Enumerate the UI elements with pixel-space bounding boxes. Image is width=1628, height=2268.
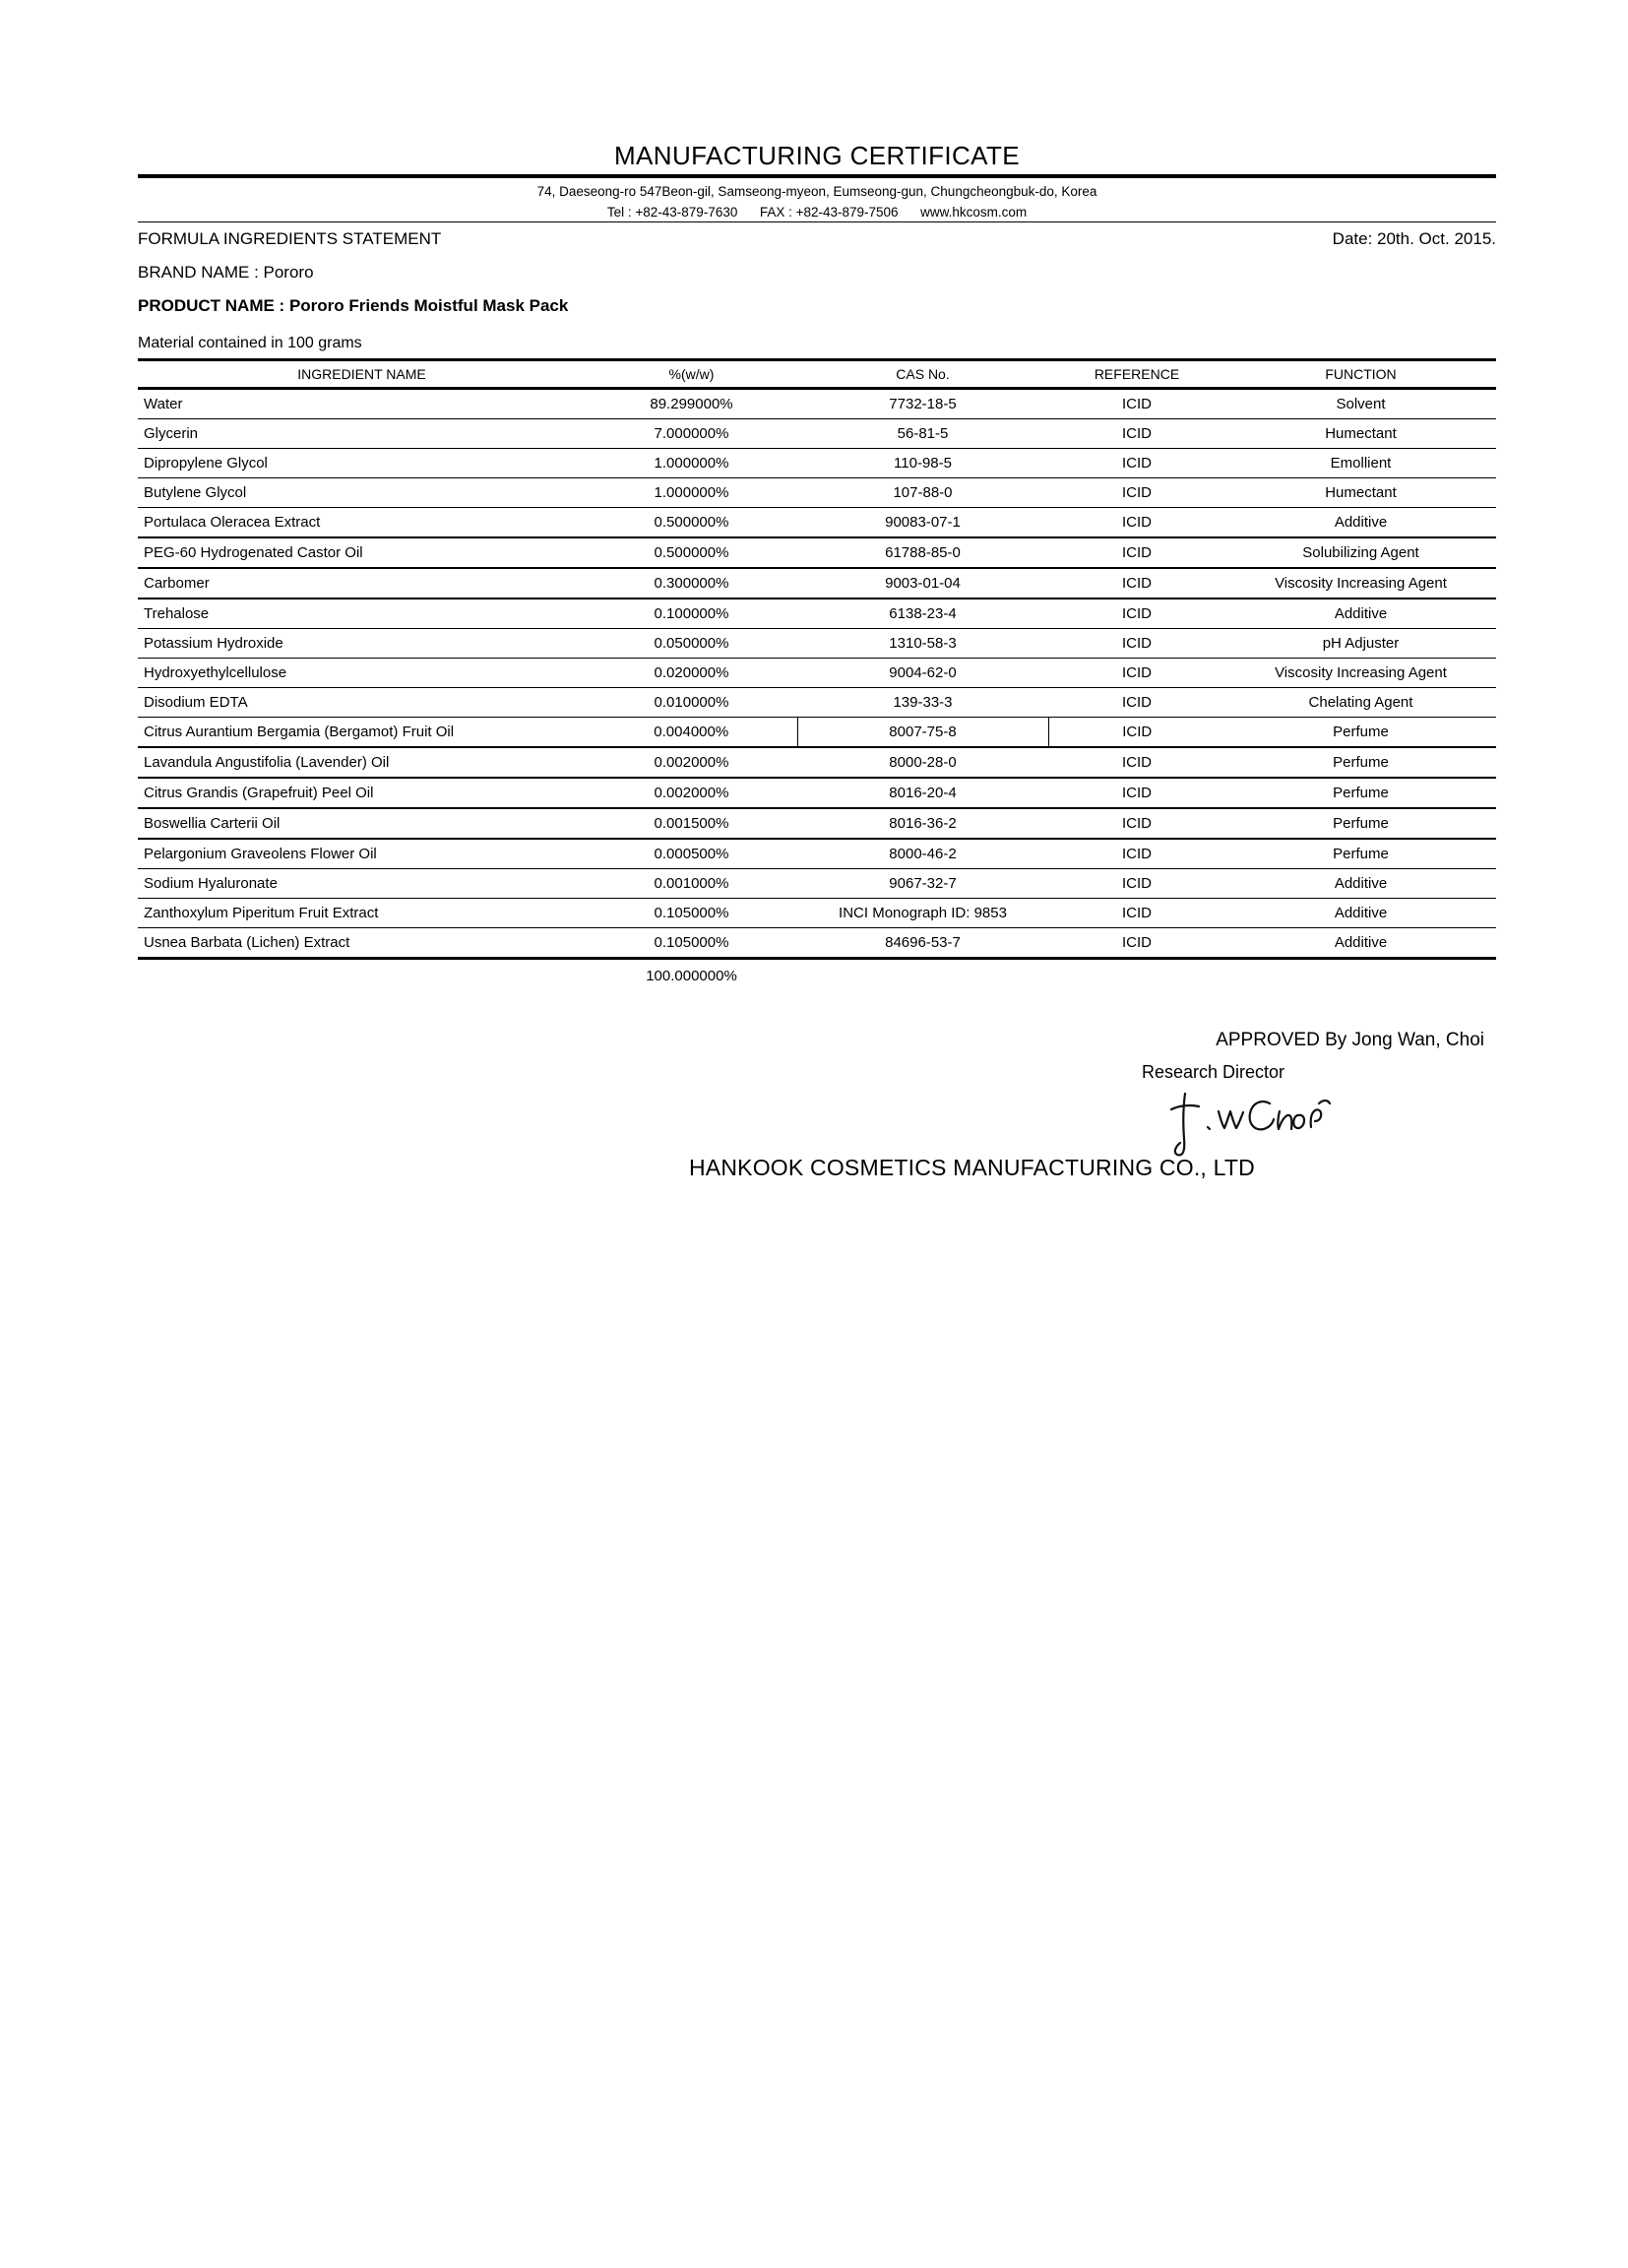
table-row — [138, 659, 1496, 688]
cell-percent: 0.001500% — [586, 808, 797, 839]
cell-ingredient-name: Glycerin — [138, 419, 586, 449]
cell-percent: 1.000000% — [586, 478, 797, 508]
formula-statement-label: FORMULA INGREDIENTS STATEMENT — [138, 229, 442, 249]
cell-reference: ICID — [1048, 389, 1225, 419]
cell-ingredient-name: Potassium Hydroxide — [138, 629, 586, 659]
table-row — [138, 629, 1496, 659]
cell-percent: 0.100000% — [586, 598, 797, 629]
company-name: HANKOOK COSMETICS MANUFACTURING CO., LTD — [689, 1155, 1255, 1181]
total-percent: 100.000000% — [646, 968, 737, 985]
cell-percent: 0.000500% — [586, 839, 797, 869]
table-header-row — [138, 360, 1496, 389]
cell-function: Additive — [1225, 508, 1496, 538]
company-address: 74, Daeseong-ro 547Beon-gil, Samseong-myeon, Eumseong-gun, Chungcheongbuk-do, Korea — [536, 184, 1097, 200]
cell-function: Humectant — [1225, 478, 1496, 508]
brand-name: BRAND NAME : Pororo — [138, 263, 314, 283]
cell-function: Additive — [1225, 899, 1496, 928]
cell-cas-no: 110-98-5 — [797, 449, 1048, 478]
cell-cas-no: 9004-62-0 — [797, 659, 1048, 688]
table-row — [138, 747, 1496, 778]
cell-reference: ICID — [1048, 899, 1225, 928]
cell-percent: 0.002000% — [586, 747, 797, 778]
cell-ingredient-name: Pelargonium Graveolens Flower Oil — [138, 839, 586, 869]
table-row — [138, 718, 1496, 748]
cell-function: Humectant — [1225, 419, 1496, 449]
table-body — [138, 389, 1496, 959]
cell-ingredient-name: Citrus Grandis (Grapefruit) Peel Oil — [138, 778, 586, 808]
cell-cas-no: 7732-18-5 — [797, 389, 1048, 419]
material-note: Material contained in 100 grams — [138, 335, 362, 352]
cell-percent: 0.010000% — [586, 688, 797, 718]
meta-block — [138, 230, 1496, 314]
cell-function: Chelating Agent — [1225, 688, 1496, 718]
table-row — [138, 899, 1496, 928]
cell-cas-no: 9003-01-04 — [797, 568, 1048, 598]
table-header — [138, 360, 1496, 389]
table-row — [138, 869, 1496, 899]
cell-percent: 0.105000% — [586, 899, 797, 928]
cell-percent: 0.500000% — [586, 537, 797, 568]
approver-role: Research Director — [1141, 1062, 1284, 1083]
cell-percent: 0.004000% — [586, 718, 797, 748]
cell-cas-no: 9067-32-7 — [797, 869, 1048, 899]
cell-percent: 0.105000% — [586, 928, 797, 959]
column-header-cas-no: CAS No. — [797, 360, 1048, 389]
ingredients-table — [138, 358, 1496, 960]
cell-percent: 0.001000% — [586, 869, 797, 899]
cell-cas-no: 8000-28-0 — [797, 747, 1048, 778]
table-row — [138, 598, 1496, 629]
cell-cas-no: INCI Monograph ID: 9853 — [797, 899, 1048, 928]
cell-reference: ICID — [1048, 688, 1225, 718]
cell-function: Emollient — [1225, 449, 1496, 478]
cell-function: Perfume — [1225, 718, 1496, 748]
cell-function: Solvent — [1225, 389, 1496, 419]
table-row — [138, 389, 1496, 419]
cell-function: Perfume — [1225, 839, 1496, 869]
cell-reference: ICID — [1048, 449, 1225, 478]
cell-percent: 0.300000% — [586, 568, 797, 598]
cell-ingredient-name: Carbomer — [138, 568, 586, 598]
cell-function: Perfume — [1225, 778, 1496, 808]
cell-percent: 0.050000% — [586, 629, 797, 659]
cell-cas-no: 139-33-3 — [797, 688, 1048, 718]
cell-percent: 1.000000% — [586, 449, 797, 478]
cell-reference: ICID — [1048, 629, 1225, 659]
cell-function: Perfume — [1225, 808, 1496, 839]
cell-percent: 89.299000% — [586, 389, 797, 419]
cell-ingredient-name: Dipropylene Glycol — [138, 449, 586, 478]
table-row — [138, 537, 1496, 568]
cell-reference: ICID — [1048, 419, 1225, 449]
cell-cas-no: 1310-58-3 — [797, 629, 1048, 659]
document-title: MANUFACTURING CERTIFICATE — [613, 141, 1021, 170]
table-row — [138, 839, 1496, 869]
cell-reference: ICID — [1048, 659, 1225, 688]
cell-ingredient-name: Water — [138, 389, 586, 419]
table-row — [138, 419, 1496, 449]
document-date: Date: 20th. Oct. 2015. — [1332, 229, 1496, 249]
cell-ingredient-name: Disodium EDTA — [138, 688, 586, 718]
cell-cas-no: 107-88-0 — [797, 478, 1048, 508]
cell-ingredient-name: Portulaca Oleracea Extract — [138, 508, 586, 538]
header-rule-top — [138, 174, 1496, 178]
cell-percent: 0.002000% — [586, 778, 797, 808]
column-header-ingredient-name: INGREDIENT NAME — [138, 360, 586, 389]
cell-ingredient-name: Citrus Aurantium Bergamia (Bergamot) Fruit Oil — [138, 718, 586, 748]
table-row — [138, 928, 1496, 959]
cell-reference: ICID — [1048, 928, 1225, 959]
cell-reference: ICID — [1048, 568, 1225, 598]
cell-percent: 0.020000% — [586, 659, 797, 688]
cell-cas-no: 56-81-5 — [797, 419, 1048, 449]
cell-ingredient-name: Usnea Barbata (Lichen) Extract — [138, 928, 586, 959]
cell-cas-no: 6138-23-4 — [797, 598, 1048, 629]
approved-by: APPROVED By Jong Wan, Choi — [1216, 1030, 1484, 1051]
certificate-sheet — [138, 0, 1496, 1208]
signature-block — [138, 1031, 1496, 1208]
cell-ingredient-name: Lavandula Angustifolia (Lavender) Oil — [138, 747, 586, 778]
cell-reference: ICID — [1048, 808, 1225, 839]
cell-reference: ICID — [1048, 537, 1225, 568]
cell-function: pH Adjuster — [1225, 629, 1496, 659]
table-row — [138, 478, 1496, 508]
cell-ingredient-name: Zanthoxylum Piperitum Fruit Extract — [138, 899, 586, 928]
cell-cas-no: 8007-75-8 — [797, 718, 1048, 748]
column-header-reference: REFERENCE — [1048, 360, 1225, 389]
cell-cas-no: 61788-85-0 — [797, 537, 1048, 568]
table-row — [138, 449, 1496, 478]
cell-cas-no: 84696-53-7 — [797, 928, 1048, 959]
cell-function: Additive — [1225, 928, 1496, 959]
cell-cas-no: 8000-46-2 — [797, 839, 1048, 869]
cell-percent: 7.000000% — [586, 419, 797, 449]
cell-ingredient-name: Hydroxyethylcellulose — [138, 659, 586, 688]
cell-function: Solubilizing Agent — [1225, 537, 1496, 568]
company-contact: Tel : +82-43-879-7630 FAX : +82-43-879-7506 www.hkcosm.com — [606, 204, 1028, 220]
cell-ingredient-name: Trehalose — [138, 598, 586, 629]
table-row — [138, 568, 1496, 598]
cell-function: Perfume — [1225, 747, 1496, 778]
table-row — [138, 778, 1496, 808]
cell-cas-no: 90083-07-1 — [797, 508, 1048, 538]
cell-function: Viscosity Increasing Agent — [1225, 659, 1496, 688]
cell-reference: ICID — [1048, 839, 1225, 869]
total-row — [138, 960, 1496, 993]
cell-reference: ICID — [1048, 508, 1225, 538]
product-name: PRODUCT NAME : Pororo Friends Moistful Mask Pack — [138, 296, 569, 316]
cell-function: Additive — [1225, 869, 1496, 899]
cell-reference: ICID — [1048, 778, 1225, 808]
table-row — [138, 508, 1496, 538]
cell-reference: ICID — [1048, 718, 1225, 748]
cell-ingredient-name: Boswellia Carterii Oil — [138, 808, 586, 839]
cell-function: Viscosity Increasing Agent — [1225, 568, 1496, 598]
cell-reference: ICID — [1048, 747, 1225, 778]
cell-reference: ICID — [1048, 478, 1225, 508]
handwritten-signature-icon — [1161, 1082, 1339, 1161]
cell-ingredient-name: Sodium Hyaluronate — [138, 869, 586, 899]
cell-ingredient-name: Butylene Glycol — [138, 478, 586, 508]
table-row — [138, 688, 1496, 718]
cell-function: Additive — [1225, 598, 1496, 629]
column-header-function: FUNCTION — [1225, 360, 1496, 389]
cell-ingredient-name: PEG-60 Hydrogenated Castor Oil — [138, 537, 586, 568]
column-header-percent: %(w/w) — [586, 360, 797, 389]
cell-reference: ICID — [1048, 869, 1225, 899]
cell-reference: ICID — [1048, 598, 1225, 629]
cell-percent: 0.500000% — [586, 508, 797, 538]
table-row — [138, 808, 1496, 839]
cell-cas-no: 8016-20-4 — [797, 778, 1048, 808]
header-rule-bottom — [138, 221, 1496, 222]
cell-cas-no: 8016-36-2 — [797, 808, 1048, 839]
